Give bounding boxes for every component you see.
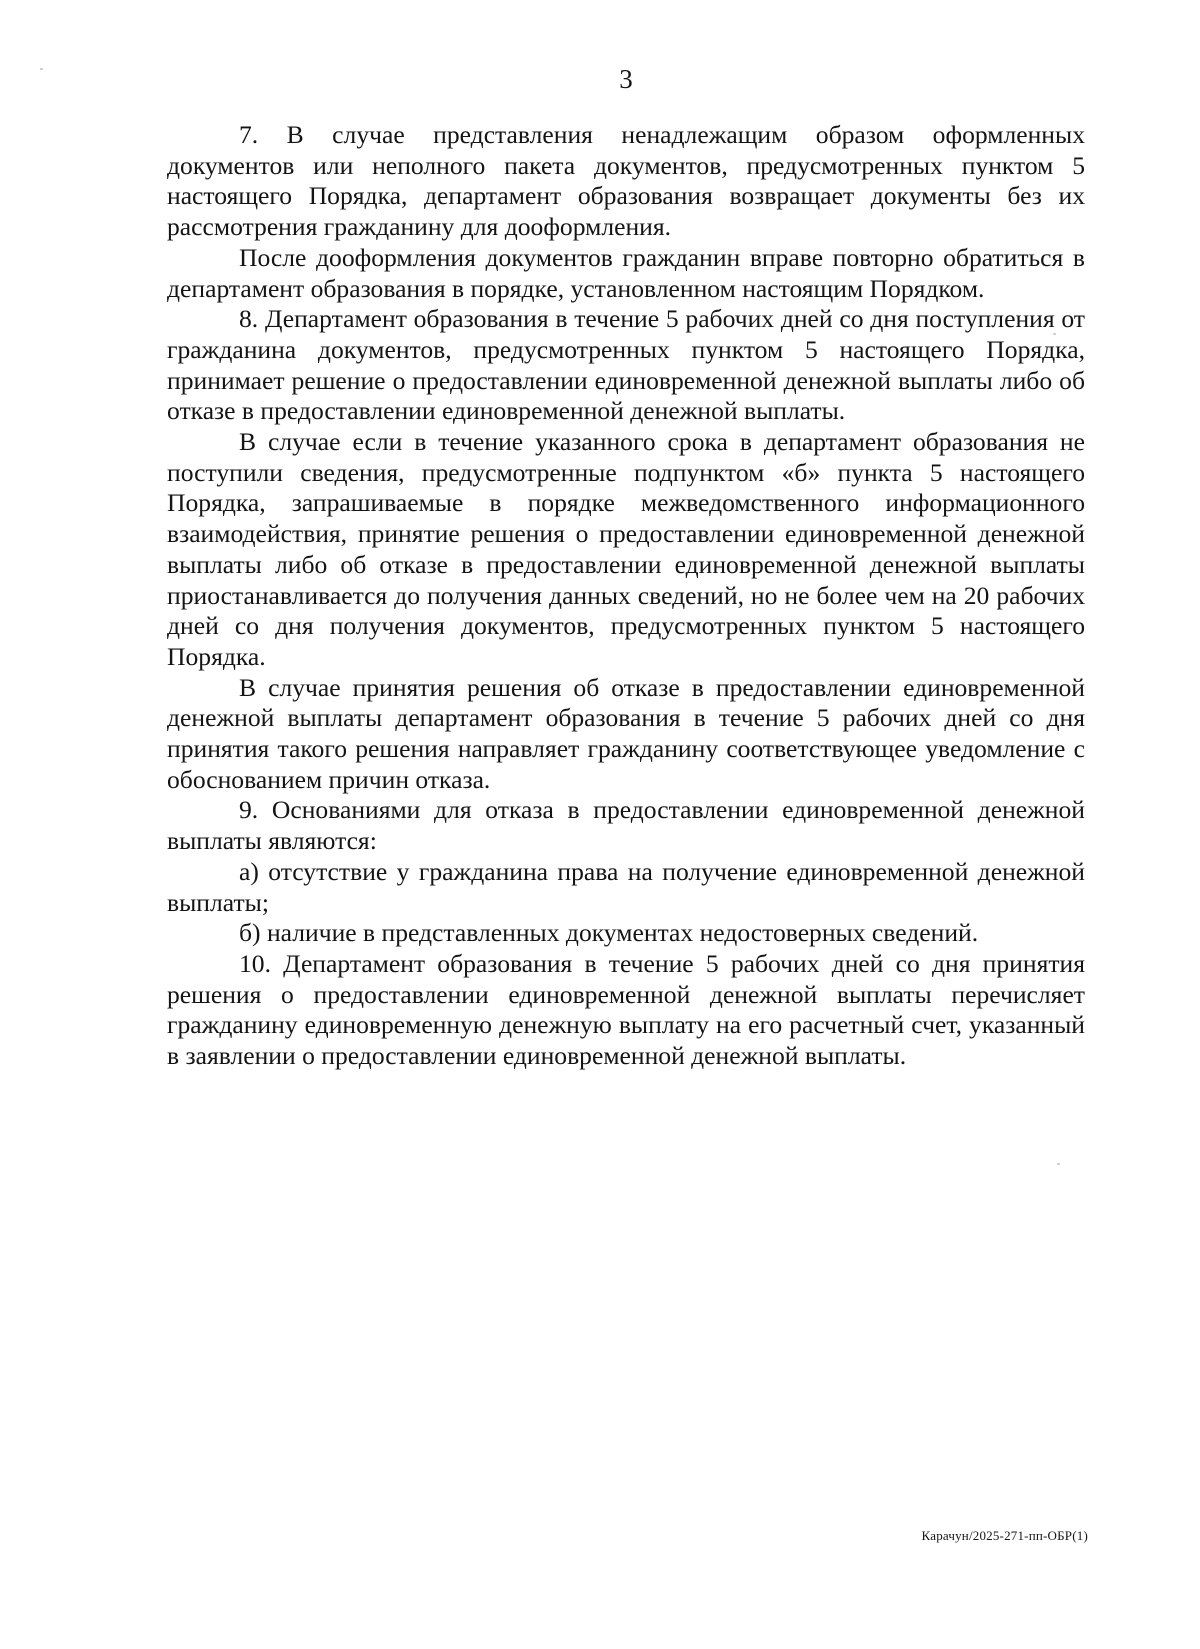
paragraph-8: 8. Департамент образования в течение 5 рабочих дней со дня поступления от гражданина документов, предусмотренных пунктом 5 настоящего Порядка, принимает решение о предоставлении единовременной денежной выплаты либо об отказе в предоставлении единовременной денежной выплаты. [167,304,1085,426]
paragraph-9-item-b: б) наличие в представленных документах недостоверных сведений. [239,918,979,948]
document-registration-code: Карачун/2025-271-пп-ОБР(1) [921,1528,1088,1543]
scan-speck [1057,1163,1060,1165]
paragraph-9: 9. Основаниями для отказа в предоставлении единовременной денежной выплаты являются: [167,795,1085,856]
paragraph-8-refusal-notice: В случае принятия решения об отказе в предоставлении единовременной денежной выплаты департамент образования в течение 5 рабочих дней со дня принятия такого решения направляет гражданину соответствующее уведомление с обоснованием причин отказа. [167,672,1085,794]
paragraph-8-suspension: В случае если в течение указанного срока в департамент образования не поступили сведения, предусмотренные подпунктом «б» пункта 5 настоящего Порядка, запрашиваемые в порядке межведомственного информационного взаимодействия, принятие решения о предоставлении единовременной денежной выплаты либо об отказе в предоставлении единовременной денежной выплаты приостанавливается до получения данных сведений, но не более чем на 20 рабочих дней со дня получения документов, предусмотренных пунктом 5 настоящего Порядка. [167,427,1085,671]
document-body [167,120,1085,1072]
page-number: 3 [619,64,633,94]
paragraph-7: 7. В случае представления ненадлежащим образом оформленных документов или неполного пакета документов, предусмотренных пунктом 5 настоящего Порядка, департамент образования возвращает документы без их рассмотрения гражданину для дооформления. [167,120,1085,242]
paragraph-10: 10. Департамент образования в течение 5 рабочих дней со дня принятия решения о предоставлении единовременной денежной выплаты перечисляет гражданину единовременную денежную выплату на его расчетный счет, указанный в заявлении о предоставлении единовременной денежной выплаты. [167,948,1085,1071]
scan-speck [40,68,43,70]
scan-speck [1053,333,1056,335]
paragraph-7-continuation: После дооформления документов гражданин вправе повторно обратиться в департамент образования в порядке, установленном настоящим Порядком. [167,242,1085,303]
paragraph-9-item-a: а) отсутствие у гражданина права на получение единовременной денежной выплаты; [167,856,1085,917]
